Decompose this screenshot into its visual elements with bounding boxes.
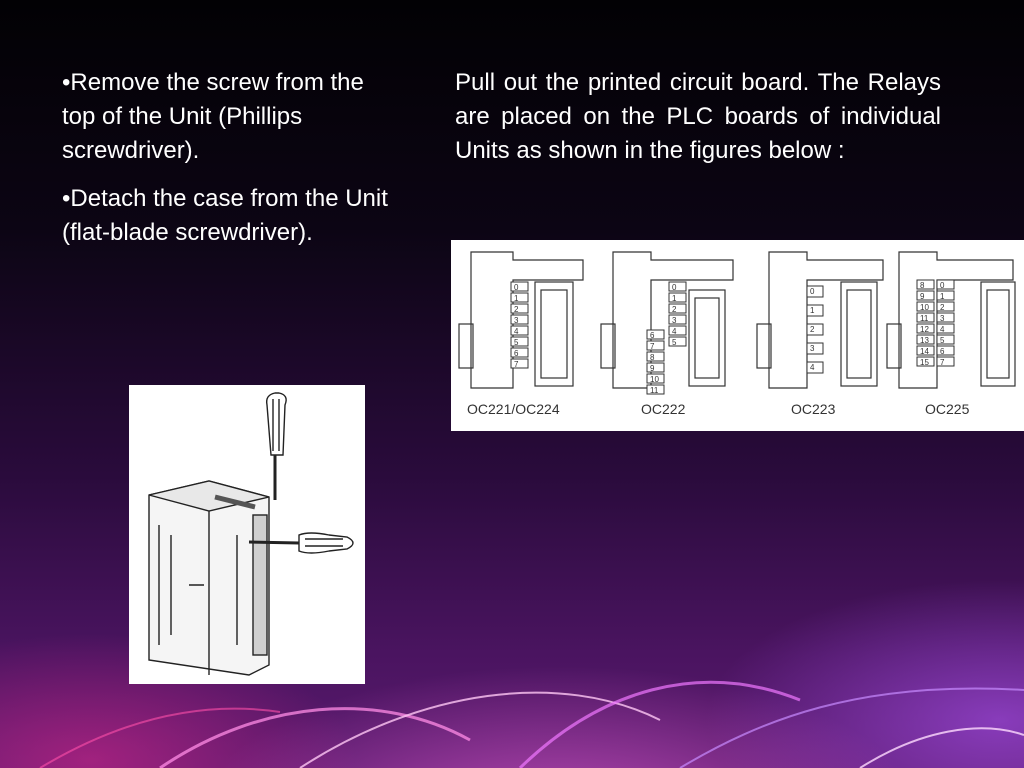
relay-number: 0 <box>940 281 945 290</box>
board-description: Pull out the printed circuit board. The Relays are placed on the PLC boards of individual Units as shown in the figures below : <box>455 69 941 164</box>
relay-block <box>511 304 528 314</box>
board-outline-2 <box>601 252 733 388</box>
relay-block <box>647 374 664 384</box>
relay-number: 4 <box>514 327 519 336</box>
relay-block <box>917 280 934 290</box>
relay-number: 6 <box>940 347 945 356</box>
relay-number: 3 <box>672 316 677 325</box>
relay-block <box>917 357 934 367</box>
relay-number: 7 <box>940 358 945 367</box>
relay-number: 2 <box>940 303 945 312</box>
relay-number: 0 <box>810 287 815 296</box>
relay-board-diagram <box>451 240 1024 431</box>
relay-block <box>807 286 823 297</box>
relay-block <box>669 326 686 336</box>
relay-block <box>917 302 934 312</box>
relay-number: 1 <box>810 306 815 315</box>
relay-block <box>917 346 934 356</box>
relay-number: 0 <box>672 283 677 292</box>
relay-block <box>511 348 528 358</box>
relay-number: 1 <box>672 294 677 303</box>
relay-number: 11 <box>920 314 929 323</box>
relay-block <box>937 313 954 323</box>
relay-number: 5 <box>672 338 677 347</box>
relay-board-figures <box>451 240 1024 431</box>
relay-block <box>647 330 664 340</box>
relay-block <box>937 291 954 301</box>
relay-block <box>807 305 823 316</box>
relay-number: 2 <box>810 325 815 334</box>
relay-block <box>669 337 686 347</box>
relay-block <box>511 326 528 336</box>
relay-number: 4 <box>672 327 677 336</box>
relay-number: 14 <box>920 347 929 356</box>
unit-disassembly-illustration <box>129 385 365 684</box>
relay-block <box>669 293 686 303</box>
relay-number: 12 <box>920 325 929 334</box>
relay-number: 2 <box>672 305 677 314</box>
bullet-remove-screw: •Remove the screw from the top of the Unit (Phillips screwdriver). <box>62 69 364 164</box>
relay-number: 4 <box>940 325 945 334</box>
relay-block <box>647 363 664 373</box>
relay-block <box>511 315 528 325</box>
relay-block <box>917 291 934 301</box>
relay-number: 15 <box>920 358 929 367</box>
relay-number: 1 <box>514 294 519 303</box>
relay-number: 5 <box>940 336 945 345</box>
relay-number: 0 <box>514 283 519 292</box>
instruction-bullets <box>62 66 402 264</box>
relay-number: 4 <box>810 363 815 372</box>
relay-block <box>937 280 954 290</box>
relay-number: 11 <box>650 386 659 395</box>
relay-number: 3 <box>514 316 519 325</box>
board-label-oc223: OC223 <box>791 401 836 417</box>
relay-block <box>511 337 528 347</box>
relay-block <box>937 346 954 356</box>
screwdriver-unit-drawing <box>129 385 365 684</box>
relay-block <box>917 313 934 323</box>
relay-number: 2 <box>514 305 519 314</box>
relay-number: 8 <box>920 281 925 290</box>
relay-block <box>807 324 823 335</box>
board-label-oc221: OC221/OC224 <box>467 401 560 417</box>
relay-block <box>917 335 934 345</box>
relay-number: 3 <box>810 344 815 353</box>
bullet-detach-case: •Detach the case from the Unit (flat-blade screwdriver). <box>62 185 388 246</box>
relay-block <box>511 293 528 303</box>
relay-block <box>937 302 954 312</box>
relay-block <box>807 362 823 373</box>
relay-block <box>511 282 528 292</box>
relay-number: 7 <box>514 360 519 369</box>
relay-number: 10 <box>650 375 659 384</box>
relay-block <box>937 357 954 367</box>
relay-number: 13 <box>920 336 929 345</box>
relay-block <box>511 359 528 369</box>
board-label-oc222: OC222 <box>641 401 686 417</box>
relay-block <box>647 341 664 351</box>
relay-block <box>669 315 686 325</box>
relay-block <box>669 304 686 314</box>
relay-number: 8 <box>650 353 655 362</box>
relay-number: 3 <box>940 314 945 323</box>
relay-block <box>937 335 954 345</box>
relay-number: 6 <box>650 331 655 340</box>
relay-number: 7 <box>650 342 655 351</box>
relay-number: 5 <box>514 338 519 347</box>
relay-block <box>807 343 823 354</box>
relay-block <box>669 282 686 292</box>
relay-number: 1 <box>940 292 945 301</box>
relay-number: 6 <box>514 349 519 358</box>
board-label-oc225: OC225 <box>925 401 970 417</box>
relay-number: 10 <box>920 303 929 312</box>
relay-block <box>647 352 664 362</box>
relay-block <box>647 385 664 395</box>
relay-number: 9 <box>920 292 925 301</box>
relay-block <box>937 324 954 334</box>
relay-block <box>917 324 934 334</box>
relay-number: 9 <box>650 364 655 373</box>
